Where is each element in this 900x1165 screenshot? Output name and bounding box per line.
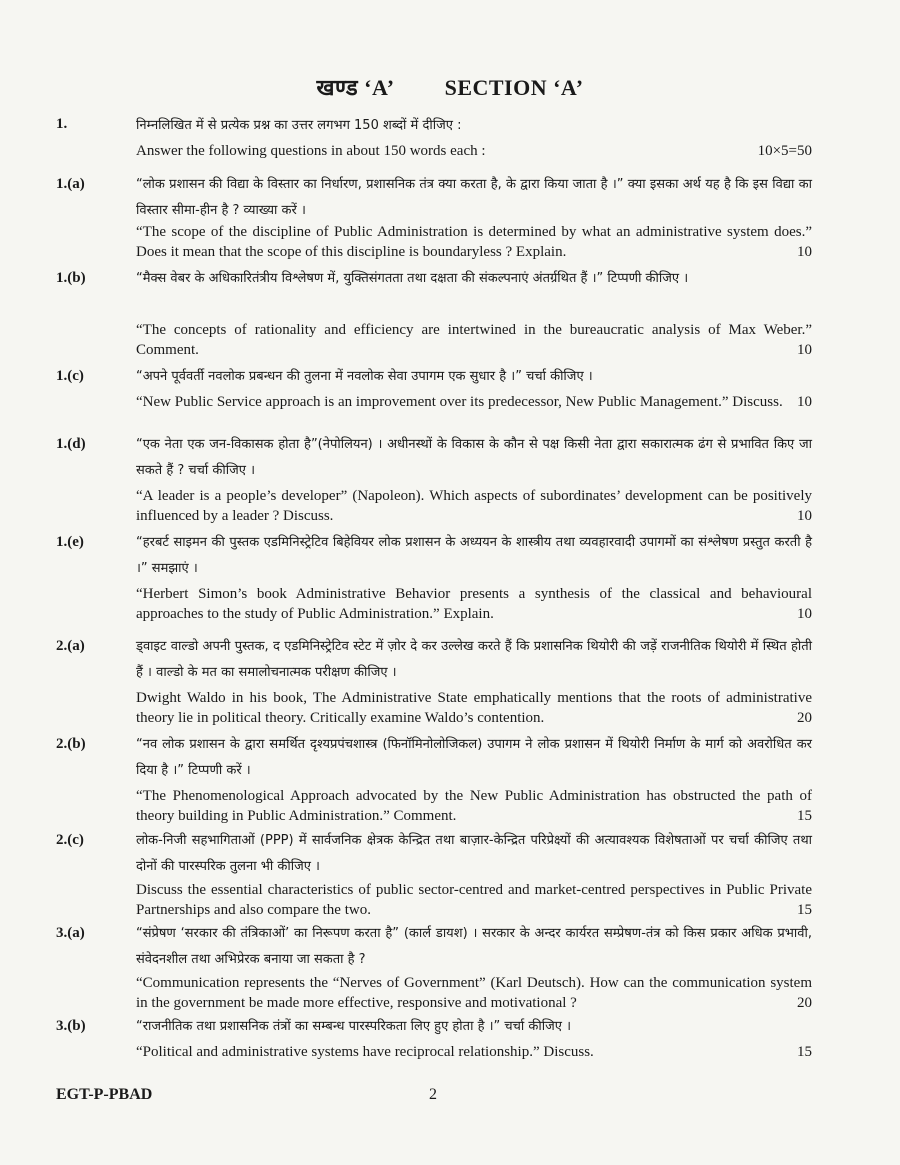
paper-code: EGT-P-PBAD xyxy=(56,1086,153,1103)
question-english xyxy=(136,222,812,262)
question-english-text: Dwight Waldo in his book, The Administrative State emphatically mentions that the roots of administrative theory lie in political theory. Critically examine Waldo’s contention. xyxy=(136,690,812,726)
question-number: 1.(a) xyxy=(56,176,85,192)
question-marks: 20 xyxy=(797,710,812,726)
question-marks: 10×5=50 xyxy=(757,143,812,159)
question-hindi: “अपने पूर्ववर्ती नवलोक प्रबन्धन की तुलना में नवलोक सेवा उपागम एक सुधार है ।” चर्चा कीजिए । xyxy=(136,369,593,384)
question-english-text: “The scope of the discipline of Public Administration is determined by what an administrative system does.” Does it mean that the scope of this discipline is boundaryless ? Explain. xyxy=(136,224,812,260)
section-title-hindi: खण्ड ‘A’ xyxy=(316,75,395,100)
question-hindi: “नव लोक प्रशासन के द्वारा समर्थित दृश्यप्रपंचशास्त्र (फिनॉमिनोलोजिकल) उपागम ने लोक प्रशासन में थियोरी निर्माण के मार्ग को अवरोधित कर दिया है ।” टिप्पणी करें । xyxy=(136,737,812,778)
question-number: 1.(c) xyxy=(56,368,84,384)
question-number: 2.(c) xyxy=(56,832,84,848)
question-hindi: “राजनीतिक तथा प्रशासनिक तंत्रों का सम्बन्ध पारस्परिकता लिए हुए होता है ।” चर्चा कीजिए । xyxy=(136,1019,572,1034)
question-hindi: “मैक्स वेबर के अधिकारितंत्रीय विश्लेषण में, युक्तिसंगतता तथा दक्षता की संकल्पनाएं अंतर्ग्रथित हैं ।” टिप्पणी कीजिए । xyxy=(136,271,689,286)
question-marks: 10 xyxy=(797,394,812,410)
question-english xyxy=(136,1042,812,1062)
question-english-text: “Communication represents the “Nerves of Government” (Karl Deutsch). How can the communication system in the government be made more effective, responsive and motivational ? xyxy=(136,975,812,1011)
question-number: 1.(d) xyxy=(56,436,86,452)
question-number: 2.(a) xyxy=(56,638,85,654)
question-english-text: “A leader is a people’s developer” (Napoleon). Which aspects of subordinates’ development can be positively influenced by a leader ? Discuss. xyxy=(136,488,812,524)
question-english xyxy=(136,141,812,161)
question-english xyxy=(136,320,812,360)
question-number: 1. xyxy=(56,116,68,132)
question-number: 2.(b) xyxy=(56,736,86,752)
question-hindi: निम्नलिखित में से प्रत्येक प्रश्न का उत्तर लगभग 150 शब्दों में दीजिए : xyxy=(136,118,462,133)
question-hindi: “संप्रेषण ‘सरकार की तंत्रिकाओं’ का निरूपण करता है” (कार्ल डायश) । सरकार के अन्दर कार्यरत सम्प्रेषण-तंत्र को किस प्रकार अधिक प्रभावी, संवेदनशील तथा अभिप्रेरक बनाया जा सकता है ? xyxy=(136,926,812,967)
question-hindi: “लोक प्रशासन की विद्या के विस्तार का निर्धारण, प्रशासनिक तंत्र क्या करता है, के द्वारा किया जाता है ।” क्या इसका अर्थ यह है कि इस विद्या का विस्तार सीमा-हीन है ? व्याख्या करें । xyxy=(136,177,812,218)
question-hindi: “एक नेता एक जन-विकासक होता है”(नेपोलियन) । अधीनस्थों के विकास के कौन से पक्ष किसी नेता द्वारा सकारात्मक ढंग से प्रभावित किए जा सकते हैं ? चर्चा कीजिए । xyxy=(136,437,812,478)
question-english-text: Discuss the essential characteristics of public sector-centred and market-centred perspectives in Public Private Partnerships and also compare the two. xyxy=(136,882,812,918)
question-english xyxy=(136,486,812,526)
question-english xyxy=(136,880,812,920)
question-english-text: “The Phenomenological Approach advocated by the New Public Administration has obstructed the path of theory building in Public Administration.” Comment. xyxy=(136,788,812,824)
question-marks: 10 xyxy=(797,508,812,524)
question-english xyxy=(136,786,812,826)
question-number: 3.(a) xyxy=(56,925,85,941)
page-number: 2 xyxy=(429,1086,437,1103)
question-number: 1.(b) xyxy=(56,270,86,286)
question-number: 1.(e) xyxy=(56,534,84,550)
question-english-text: “The concepts of rationality and efficiency are intertwined in the bureaucratic analysis of Max Weber.” Comment. xyxy=(136,322,812,358)
question-marks: 10 xyxy=(797,244,812,260)
question-english xyxy=(136,392,812,412)
question-english xyxy=(136,584,812,624)
question-hindi: लोक-निजी सहभागिताओं (PPP) में सार्वजनिक क्षेत्रक केन्द्रित तथा बाज़ार-केन्द्रित परिप्रेक्ष्यों की अत्यावश्यक विशेषताओं पर चर्चा कीजिए तथा दोनों की पारस्परिक तुलना भी कीजिए । xyxy=(136,833,812,874)
question-english xyxy=(136,973,812,1013)
question-marks: 15 xyxy=(797,902,812,918)
section-title xyxy=(0,72,900,102)
question-marks: 15 xyxy=(797,808,812,824)
question-hindi: ड्वाइट वाल्डो अपनी पुस्तक, द एडमिनिस्ट्रेटिव स्टेट में ज़ोर दे कर उल्लेख करते हैं कि प्रशासनिक थियोरी की जड़ें राजनीतिक थियोरी में स्थित होती हैं । वाल्डो के मत का समालोचनात्मक परीक्षण कीजिए । xyxy=(136,639,812,680)
question-number: 3.(b) xyxy=(56,1018,86,1034)
question-english-text: “New Public Service approach is an improvement over its predecessor, New Public Management.” Discuss. xyxy=(136,394,783,410)
question-english-text: “Political and administrative systems have reciprocal relationship.” Discuss. xyxy=(136,1044,594,1060)
question-marks: 20 xyxy=(797,995,812,1011)
question-english xyxy=(136,688,812,728)
question-hindi: “हरबर्ट साइमन की पुस्तक एडमिनिस्ट्रेटिव बिहेवियर लोक प्रशासन के अध्ययन के शास्त्रीय तथा व्यवहारवादी उपागमों का संश्लेषण प्रस्तुत करती है ।” समझाएं । xyxy=(136,535,812,576)
question-marks: 10 xyxy=(797,342,812,358)
question-english-text: “Herbert Simon’s book Administrative Behavior presents a synthesis of the classical and behavioural approaches to the study of Public Administration.” Explain. xyxy=(136,586,812,622)
question-english-text: Answer the following questions in about 150 words each : xyxy=(136,143,486,159)
question-marks: 10 xyxy=(797,606,812,622)
question-marks: 15 xyxy=(797,1044,812,1060)
section-title-english: SECTION ‘A’ xyxy=(444,75,584,100)
